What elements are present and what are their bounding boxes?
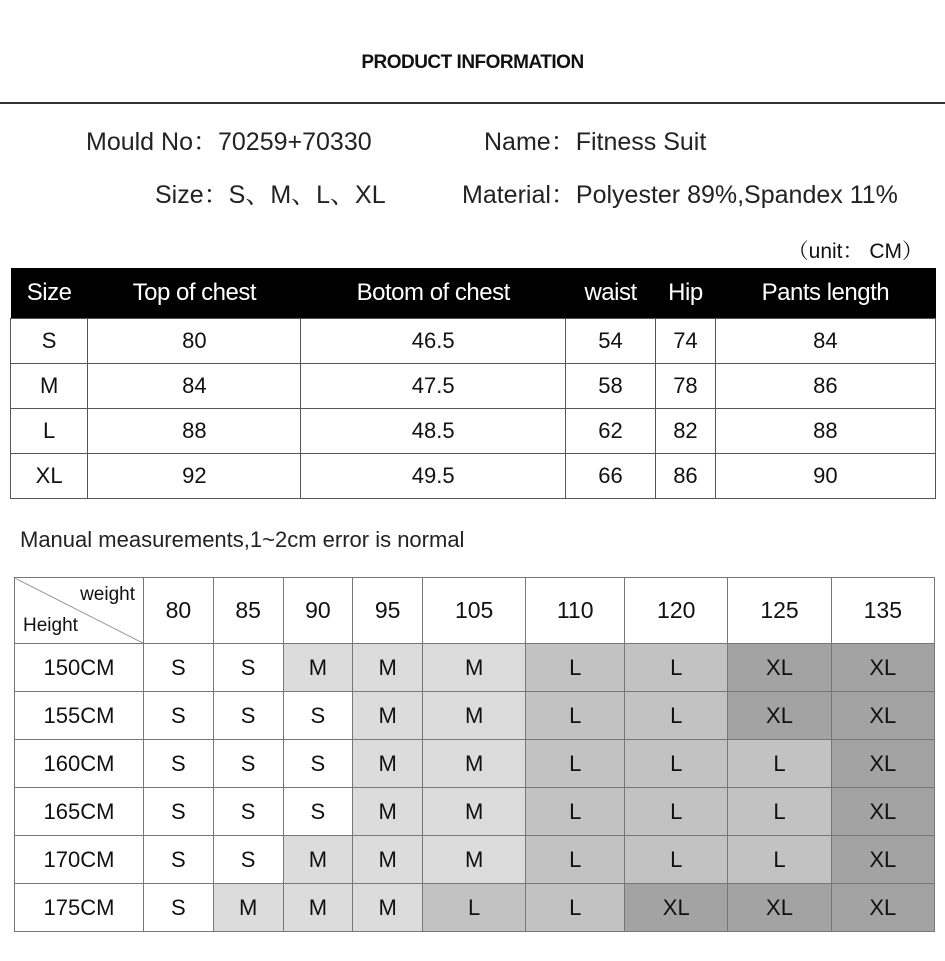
table-cell: 82	[656, 409, 716, 454]
size-cell: S	[144, 692, 214, 740]
size-cell: S	[213, 692, 283, 740]
table-cell: 78	[656, 364, 716, 409]
table-cell: 58	[565, 364, 655, 409]
size-cell: S	[213, 644, 283, 692]
product-name	[484, 122, 706, 158]
table-cell: 86	[656, 454, 716, 499]
page-title: PRODUCT INFORMATION	[361, 52, 584, 73]
table-row	[15, 884, 935, 932]
size-cell: L	[526, 884, 625, 932]
size-cell: L	[526, 788, 625, 836]
size-cell: L	[526, 692, 625, 740]
name-value: Fitness Suit	[575, 128, 707, 156]
table-cell: 88	[715, 409, 935, 454]
height-cell: 160CM	[15, 740, 144, 788]
size-cell: XL	[831, 788, 934, 836]
table-row	[11, 409, 936, 454]
size-cell: XL	[831, 644, 934, 692]
table-cell: 84	[88, 364, 301, 409]
table-cell: S	[11, 319, 88, 364]
table-cell: M	[11, 364, 88, 409]
height-cell: 150CM	[15, 644, 144, 692]
column-header: Pants length	[715, 268, 935, 319]
table-row	[15, 740, 935, 788]
height-cell: 165CM	[15, 788, 144, 836]
size-cell: M	[353, 692, 423, 740]
size-cell: S	[213, 788, 283, 836]
size-cell: L	[625, 692, 728, 740]
size-cell: XL	[728, 644, 831, 692]
size-cell: M	[353, 740, 423, 788]
mould-number	[86, 122, 372, 158]
weight-header: 105	[423, 578, 526, 644]
size-cell: M	[283, 836, 353, 884]
size-cell: L	[423, 884, 526, 932]
size-cell: L	[625, 740, 728, 788]
size-cell: L	[728, 788, 831, 836]
height-label: Height	[23, 615, 78, 636]
table-cell: 66	[565, 454, 655, 499]
measurement-note: Manual measurements,1~2cm error is normal	[20, 527, 465, 552]
material-value: Polyester 89%,Spandex 11%	[575, 181, 898, 209]
size-cell: M	[423, 836, 526, 884]
table-cell: L	[11, 409, 88, 454]
table-row	[11, 364, 936, 409]
table-row	[15, 836, 935, 884]
fit-table	[14, 577, 935, 932]
table-row	[15, 788, 935, 836]
weight-header: 120	[625, 578, 728, 644]
size-cell: L	[625, 644, 728, 692]
size-cell: L	[526, 836, 625, 884]
size-cell: S	[213, 740, 283, 788]
size-cell: L	[625, 836, 728, 884]
column-header: Botom of chest	[301, 268, 566, 319]
table-cell: 49.5	[301, 454, 566, 499]
divider	[0, 102, 945, 104]
size-cell: L	[728, 740, 831, 788]
size-cell: M	[423, 740, 526, 788]
table-cell: 48.5	[301, 409, 566, 454]
size-cell: M	[423, 788, 526, 836]
size-cell: XL	[728, 692, 831, 740]
size-cell: L	[728, 836, 831, 884]
column-header: Hip	[656, 268, 716, 319]
size-cell: M	[353, 644, 423, 692]
table-row	[15, 692, 935, 740]
size-cell: M	[283, 884, 353, 932]
size-cell: S	[144, 740, 214, 788]
weight-header: 90	[283, 578, 353, 644]
weight-header: 95	[353, 578, 423, 644]
weight-header: 135	[831, 578, 934, 644]
table-cell: 62	[565, 409, 655, 454]
size-cell: M	[353, 884, 423, 932]
table-cell: 74	[656, 319, 716, 364]
size-cell: L	[526, 644, 625, 692]
size-cell: XL	[831, 836, 934, 884]
size-cell: S	[144, 836, 214, 884]
size-cell: S	[283, 788, 353, 836]
size-cell: S	[144, 884, 214, 932]
size-cell: M	[213, 884, 283, 932]
size-cell: M	[353, 788, 423, 836]
size-cell: XL	[831, 740, 934, 788]
size-cell: S	[213, 836, 283, 884]
corner-header	[15, 578, 144, 644]
size-cell: S	[144, 788, 214, 836]
mould-label: Mould No：	[86, 128, 218, 156]
table-cell: 86	[715, 364, 935, 409]
table-cell: 92	[88, 454, 301, 499]
column-header: waist	[565, 268, 655, 319]
table-row	[11, 454, 936, 499]
table-cell: XL	[11, 454, 88, 499]
size-cell: XL	[831, 692, 934, 740]
weight-header: 110	[526, 578, 625, 644]
table-row	[11, 319, 936, 364]
size-cell: M	[423, 692, 526, 740]
height-cell: 155CM	[15, 692, 144, 740]
size-cell: XL	[728, 884, 831, 932]
table-cell: 80	[88, 319, 301, 364]
size-cell: XL	[625, 884, 728, 932]
size-label: Size：	[155, 181, 229, 209]
column-header: Top of chest	[88, 268, 301, 319]
size-cell: L	[625, 788, 728, 836]
unit-label: （unit： CM）	[787, 240, 923, 263]
weight-label: weight	[80, 584, 135, 605]
size-cell: M	[353, 836, 423, 884]
size-cell: M	[423, 644, 526, 692]
size-table	[10, 268, 936, 499]
material-label: Material：	[462, 181, 576, 209]
size-cell: L	[526, 740, 625, 788]
size-cell: M	[283, 644, 353, 692]
height-cell: 170CM	[15, 836, 144, 884]
size-cell: S	[283, 740, 353, 788]
table-row	[15, 644, 935, 692]
size-cell: XL	[831, 884, 934, 932]
size-cell: S	[144, 644, 214, 692]
table-cell: 46.5	[301, 319, 566, 364]
column-header: Size	[11, 268, 88, 319]
weight-header: 85	[213, 578, 283, 644]
table-cell: 90	[715, 454, 935, 499]
material	[462, 175, 898, 211]
table-cell: 88	[88, 409, 301, 454]
table-cell: 47.5	[301, 364, 566, 409]
weight-header: 125	[728, 578, 831, 644]
height-cell: 175CM	[15, 884, 144, 932]
sizes	[155, 175, 386, 211]
table-cell: 84	[715, 319, 935, 364]
size-value: S、M、L、XL	[228, 181, 386, 209]
mould-value: 70259+70330	[218, 128, 372, 156]
weight-header: 80	[144, 578, 214, 644]
size-cell: S	[283, 692, 353, 740]
name-label: Name：	[484, 128, 576, 156]
table-cell: 54	[565, 319, 655, 364]
